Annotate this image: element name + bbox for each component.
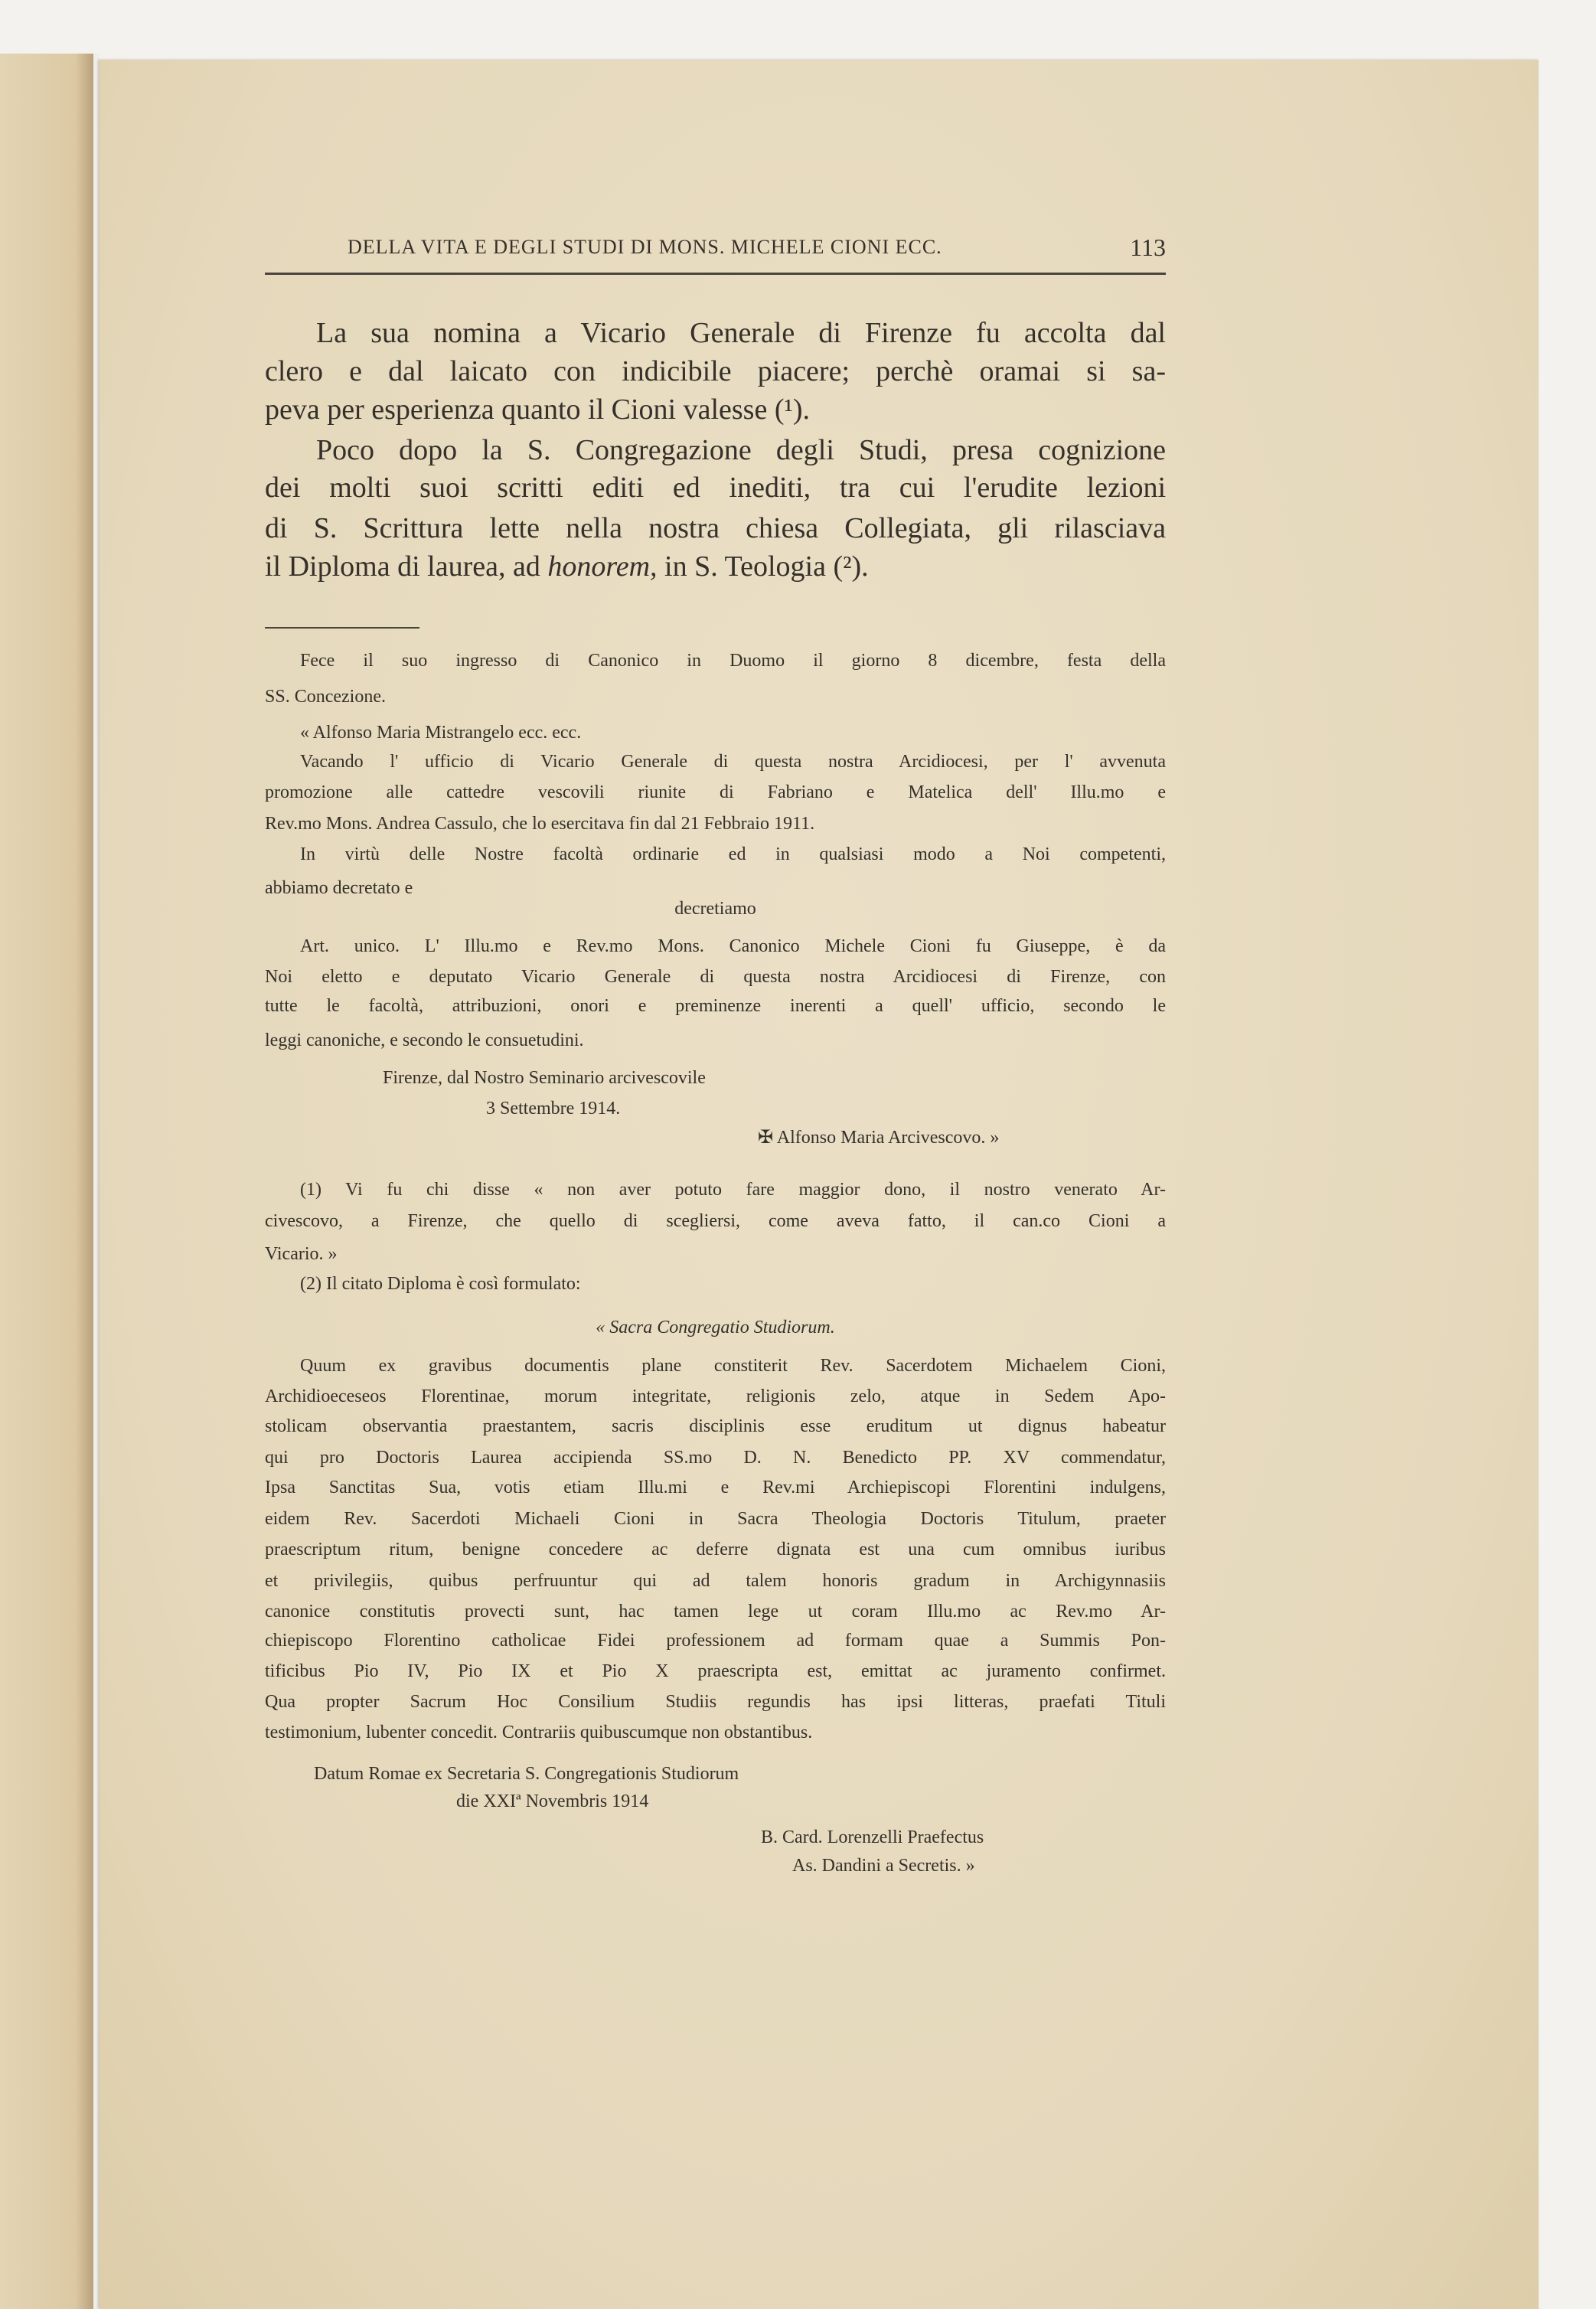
footnote-line: leggi canoniche, e secondo le consuetudini. bbox=[265, 1030, 584, 1050]
body-text: il Diploma di laurea, ad bbox=[265, 550, 540, 583]
body-text: in S. Teologia (²). bbox=[664, 550, 869, 583]
footnote-line: Rev.mo Mons. Andrea Cassulo, che lo esercitava fin dal 21 Febbraio 1911. bbox=[265, 814, 815, 834]
footnote-line: SS. Concezione. bbox=[265, 687, 386, 707]
footnote-line: chiepiscopo Florentino catholicae Fidei professionem ad formam quae a Summis Pon- bbox=[265, 1631, 1166, 1651]
footnote-line: die XXIª Novembris 1914 bbox=[456, 1791, 649, 1811]
italic-term: honorem, bbox=[547, 550, 658, 583]
header-rule bbox=[265, 273, 1166, 275]
footnote-line: Fece il suo ingresso di Canonico in Duomo il giorno 8 dicembre, festa della bbox=[300, 651, 1166, 671]
footnote-line: (2) Il citato Diploma è così formulato: bbox=[300, 1274, 581, 1294]
body-line bbox=[265, 547, 869, 586]
footnote-line: Qua propter Sacrum Hoc Consilium Studiis regundis has ipsi litteras, praefati Tituli bbox=[265, 1692, 1166, 1712]
footnote-line: Noi eletto e deputato Vicario Generale di questa nostra Arcidiocesi di Firenze, con bbox=[265, 967, 1166, 987]
page-gutter bbox=[93, 54, 100, 2309]
footnote-line: promozione alle cattedre vescovili riunite di Fabriano e Matelica dell' Illu.mo e bbox=[265, 782, 1166, 802]
footnote-line: Firenze, dal Nostro Seminario arcivescovile bbox=[383, 1068, 706, 1088]
footnote-line: tutte le facoltà, attribuzioni, onori e preminenze inerenti a quell' ufficio, secondo le bbox=[265, 996, 1166, 1016]
diploma-heading: « Sacra Congregatio Studiorum. bbox=[596, 1318, 835, 1337]
footnote-line: Quum ex gravibus documentis plane constiterit Rev. Sacerdotem Michaelem Cioni, bbox=[300, 1356, 1166, 1376]
body-line: clero e dal laicato con indicibile piacere; perchè oramai si sa- bbox=[265, 355, 1166, 387]
body-line: dei molti suoi scritti editi ed inediti, tra cui l'erudite lezioni bbox=[265, 472, 1166, 504]
running-header bbox=[348, 234, 1166, 261]
running-title: DELLA VITA E DEGLI STUDI DI MONS. MICHELE CIONI ECC. bbox=[348, 236, 942, 258]
footnote-line: qui pro Doctoris Laurea accipienda SS.mo D. N. Benedicto PP. XV commendatur, bbox=[265, 1448, 1166, 1468]
body-line: La sua nomina a Vicario Generale di Firenze fu accolta dal bbox=[316, 317, 1166, 349]
adjacent-page-edge bbox=[0, 54, 93, 2309]
footnote-line: « Alfonso Maria Mistrangelo ecc. ecc. bbox=[300, 723, 582, 743]
footnote-line: Vacando l' ufficio di Vicario Generale di questa nostra Arcidiocesi, per l' avvenuta bbox=[300, 752, 1166, 772]
signature-line: B. Card. Lorenzelli Praefectus bbox=[761, 1827, 984, 1847]
body-line: peva per esperienza quanto il Cioni valesse (¹). bbox=[265, 394, 811, 426]
footnote-line: Datum Romae ex Secretaria S. Congregationis Studiorum bbox=[314, 1764, 739, 1784]
footnote-line: (1) Vi fu chi disse « non aver potuto fare maggior dono, il nostro venerato Ar- bbox=[300, 1180, 1166, 1200]
footnote-line: eidem Rev. Sacerdoti Michaeli Cioni in Sacra Theologia Doctoris Titulum, praeter bbox=[265, 1509, 1166, 1529]
footnote-line: abbiamo decretato e bbox=[265, 878, 413, 898]
footnote-line: In virtù delle Nostre facoltà ordinarie ed in qualsiasi modo a Noi competenti, bbox=[300, 844, 1166, 864]
footnote-line: tificibus Pio IV, Pio IX et Pio X praescripta est, emittat ac juramento confirmet. bbox=[265, 1661, 1166, 1681]
footnote-rule bbox=[265, 627, 419, 629]
footnote-line: 3 Settembre 1914. bbox=[486, 1099, 621, 1119]
page-number: 113 bbox=[1130, 234, 1166, 261]
footnote-line: Art. unico. L' Illu.mo e Rev.mo Mons. Canonico Michele Cioni fu Giuseppe, è da bbox=[300, 936, 1166, 956]
body-line: di S. Scrittura lette nella nostra chiesa Collegiata, gli rilasciava bbox=[265, 512, 1166, 544]
footnote-line: Ipsa Sanctitas Sua, votis etiam Illu.mi e Rev.mi Archiepiscopi Florentini indulgens, bbox=[265, 1478, 1166, 1497]
footnote-line: civescovo, a Firenze, che quello di scegliersi, come aveva fatto, il can.co Cioni a bbox=[265, 1211, 1166, 1231]
footnote-line: stolicam observantia praestantem, sacris disciplinis esse eruditum ut dignus habeatur bbox=[265, 1416, 1166, 1436]
footnote-line: testimonium, lubenter concedit. Contrariis quibuscumque non obstantibus. bbox=[265, 1723, 813, 1742]
signature-line: ✠ Alfonso Maria Arcivescovo. » bbox=[758, 1128, 1000, 1148]
footnote-line: Archidioeceseos Florentinae, morum integritate, religionis zelo, atque in Sedem Apo- bbox=[265, 1386, 1166, 1406]
signature-line: As. Dandini a Secretis. » bbox=[792, 1856, 975, 1876]
footnote-line: Vicario. » bbox=[265, 1244, 338, 1264]
footnote-line: decretiamo bbox=[674, 899, 756, 919]
footnote-line: et privilegiis, quibus perfruuntur qui ad talem honoris gradum in Archigynnasiis bbox=[265, 1571, 1166, 1591]
footnote-line: praescriptum ritum, benigne concedere ac deferre dignata est una cum omnibus iuribus bbox=[265, 1540, 1166, 1559]
body-line: Poco dopo la S. Congregazione degli Studi, presa cognizione bbox=[316, 434, 1166, 466]
footnote-line: canonice constitutis provecti sunt, hac tamen lege ut coram Illu.mo ac Rev.mo Ar- bbox=[265, 1602, 1166, 1622]
